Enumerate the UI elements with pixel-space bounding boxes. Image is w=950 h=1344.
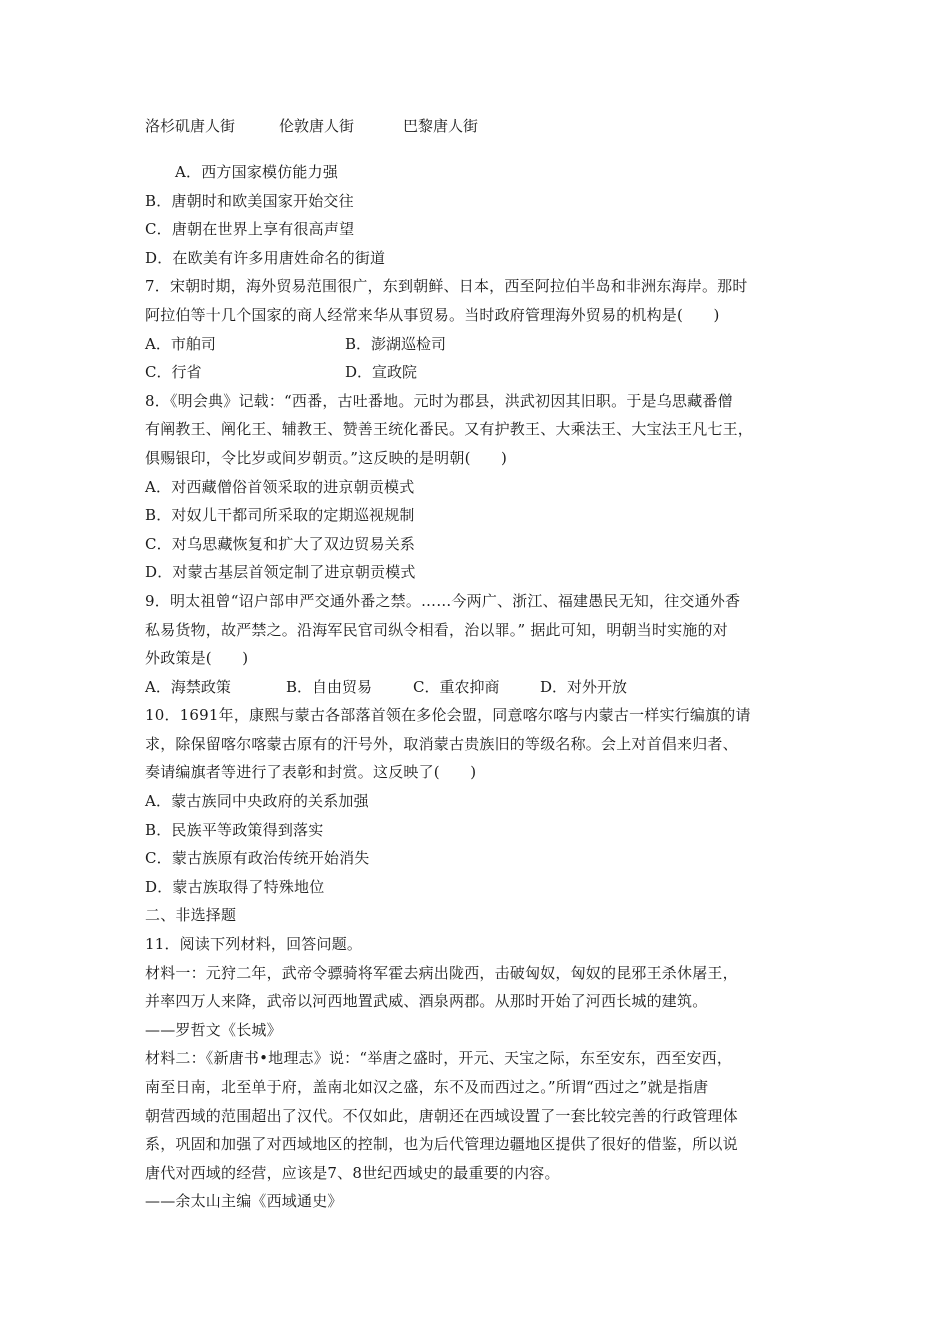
material-1-line: 并率四万人来降，武帝以河西地置武威、酒泉两郡。从那时开始了河西长城的建筑。 (145, 992, 708, 1011)
material-1-source: ——罗哲文《长城》 (145, 1020, 282, 1039)
question-9 (145, 587, 810, 701)
q10-option-a: A．蒙古族同中央政府的关系加强 (145, 792, 369, 811)
section-heading: 二、非选择题 (145, 906, 237, 925)
caption-paris: 巴黎唐人街 (403, 117, 479, 135)
material-2-line: 南至日南，北至单于府，盖南北如汉之盛，东不及而西过之。”所谓“西过之”就是指唐 (145, 1078, 709, 1096)
q7-option-c: C．行省 (145, 363, 202, 382)
q9-stem-line: 外政策是( ) (145, 649, 249, 668)
q8-stem-line: 俱赐银印，令比岁或间岁朝贡。”这反映的是明朝( ) (145, 448, 508, 467)
q10-option-b: B．民族平等政策得到落实 (145, 820, 324, 839)
q9-option-c: C．重农抑商 (413, 677, 500, 696)
image-captions (145, 112, 810, 140)
q9-options-row (145, 673, 810, 702)
q7-option-a: A．市舶司 (145, 334, 216, 353)
q8-option-d: D．对蒙古基层首领定制了进京朝贡模式 (145, 563, 416, 582)
material-2-line: 唐代对西域的经营，应该是7、8世纪西域史的最重要的内容。 (145, 1163, 560, 1182)
q7-stem-line: 阿拉伯等十几个国家的商人经常来华从事贸易。当时政府管理海外贸易的机构是( ) (145, 305, 720, 324)
question-10 (145, 701, 810, 901)
q11-stem: 11．阅读下列材料，回答问题。 (145, 935, 363, 954)
q9-stem-line: 9．明太祖曾“诏户部申严交通外番之禁。……今两广、浙江、福建愚民无知，往交通外香 (145, 591, 741, 610)
material-1-line: 材料一：元狩二年，武帝令骠骑将军霍去病出陇西，击破匈奴，匈奴的昆邪王杀休屠王， (145, 963, 738, 982)
q10-stem-line: 奏请编旗者等进行了表彰和封赏。这反映了( ) (145, 763, 477, 782)
q6-options (145, 158, 810, 272)
caption-los-angeles: 洛杉矶唐人街 (145, 117, 236, 135)
q6-option-c: C．唐朝在世界上享有很高声望 (145, 220, 355, 239)
q7-options-row (145, 358, 810, 387)
q7-options-row (145, 330, 810, 359)
material-2-line: 材料二：《新唐书•地理志》说：“举唐之盛时，开元、天宝之际，东至安东，西至安西， (145, 1049, 733, 1068)
q7-stem-line: 7．宋朝时期，海外贸易范围很广，东到朝鲜、日本，西至阿拉伯半岛和非洲东海岸。那时 (145, 277, 748, 296)
q8-option-b: B．对奴儿干都司所采取的定期巡视规制 (145, 506, 415, 525)
q6-option-b: B．唐朝时和欧美国家开始交往 (145, 191, 354, 210)
material-2-line: 系，巩固和加强了对西域地区的控制，也为后代管理边疆地区提供了很好的借鉴，所以说 (145, 1135, 738, 1154)
q10-stem-line: 求，除保留喀尔喀蒙古原有的汗号外，取消蒙古贵族旧的等级名称。会上对首倡来归者、 (145, 734, 738, 753)
question-11 (145, 930, 810, 1216)
q6-option-a: A．西方国家模仿能力强 (175, 163, 339, 181)
q8-stem-line: 有阐教王、阐化王、辅教王、赞善王统化番民。又有护教王、大乘法王、大宝法王凡七王， (145, 420, 754, 439)
q9-option-b: B．自由贸易 (286, 677, 373, 696)
q10-stem-line: 10．1691年，康熙与蒙古各部落首领在多伦会盟，同意喀尔喀与内蒙古一样实行编旗的请 (145, 706, 751, 725)
q8-option-a: A．对西藏僧俗首领采取的进京朝贡模式 (145, 477, 415, 496)
question-7 (145, 272, 810, 386)
material-2-line: 朝营西域的范围超出了汉代。不仅如此，唐朝还在西域设置了一套比较完善的行政管理体 (145, 1106, 738, 1125)
q8-stem-line: 8．《明会典》记载：“西番，古吐番地。元时为郡县，洪武初因其旧职。于是乌思藏番僧 (145, 391, 733, 410)
q8-option-c: C．对乌思藏恢复和扩大了双边贸易关系 (145, 534, 416, 553)
q7-option-b: B．澎湖巡检司 (345, 334, 447, 353)
caption-london: 伦敦唐人街 (279, 117, 355, 135)
q7-option-d: D．宣政院 (345, 363, 418, 382)
q10-option-d: D．蒙古族取得了特殊地位 (145, 877, 325, 896)
q10-option-c: C．蒙古族原有政治传统开始消失 (145, 849, 370, 868)
material-2-source: ——余太山主编《西域通史》 (145, 1192, 343, 1211)
q6-option-d: D．在欧美有许多用唐姓命名的街道 (145, 248, 386, 267)
q9-option-d: D．对外开放 (540, 677, 628, 696)
q9-stem-line: 私易货物，故严禁之。沿海军民官司纵令相看，治以罪。” 据此可知，明朝当时实施的对 (145, 620, 728, 639)
q9-option-a: A．海禁政策 (145, 677, 231, 696)
question-8 (145, 387, 810, 587)
document-page (145, 112, 810, 1216)
